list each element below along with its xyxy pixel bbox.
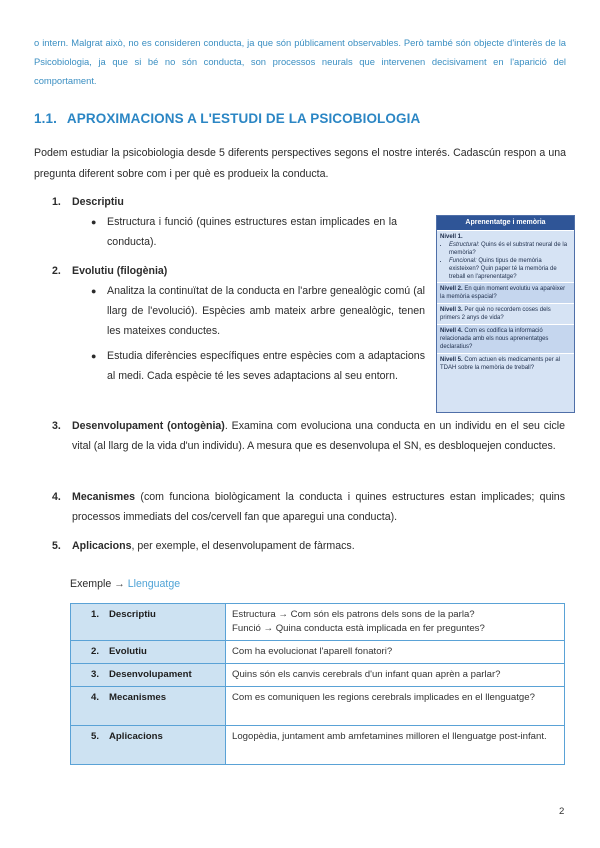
list-item-mecanismes: [52, 487, 565, 527]
sidebox-level-5: [437, 353, 574, 374]
item-number: 4.: [52, 491, 61, 503]
section-number: 1.1.: [34, 111, 57, 126]
row-number: 3.: [91, 669, 100, 680]
table-row: [71, 726, 565, 765]
row-value-line: Funció → Quina conducta està implicada en fer preguntes?: [232, 623, 485, 634]
example-topic: Llenguatge: [127, 578, 181, 590]
bullet-text: Estudia diferències específiques entre espècies com a adaptacions al medi. Cada espècie té les seves adaptacions al seu entorn.: [107, 350, 425, 382]
bullet-text: Analitza la continuïtat de la conducta en l'arbre genealògic comú (al llarg de l'evolució). Espècies amb mateix arbre genealògic, tenen les mateixes conductes.: [107, 285, 425, 337]
row-label: [71, 726, 226, 765]
bullet-text: Estructura i funció (quines estructures estan implicades en la conducta).: [107, 216, 397, 248]
list-item-desenvolupament: [52, 416, 565, 456]
list-item-evolutiu: [52, 261, 167, 281]
row-value-line: Estructura → Com són els patrons dels sons de la parla?: [232, 609, 475, 620]
item-number: 5.: [52, 540, 61, 552]
row-value-line: Logopèdia, juntament amb amfetamines milloren el llenguatge post-infant.: [232, 731, 547, 742]
arrow-right-icon: →: [114, 578, 125, 590]
row-value-line: Com ha evolucionat l'aparell fonatori?: [232, 646, 393, 657]
bullet-label: Estructural:: [449, 242, 480, 248]
row-label: [71, 604, 226, 641]
row-number: 4.: [91, 692, 100, 703]
bullet-icon: ●: [91, 217, 97, 227]
row-number: 5.: [91, 731, 100, 742]
row-value: [226, 664, 565, 687]
row-label: [71, 664, 226, 687]
item-title: Descriptiu: [72, 196, 124, 208]
example-line: [70, 578, 180, 590]
example-table: [70, 603, 565, 765]
bullet-item: [91, 281, 425, 341]
row-number: 1.: [91, 609, 100, 620]
item-text: , per exemple, el desenvolupament de fàrmacs.: [131, 540, 355, 552]
level-label: Nivell 3.: [440, 307, 463, 313]
example-prefix: Exemple: [70, 578, 112, 590]
level-label: Nivell 4.: [440, 328, 463, 334]
bullet-item: [91, 212, 397, 252]
table-row: [71, 664, 565, 687]
sidebox-level-2: [437, 282, 574, 303]
level-text: En quin moment evolutiu va aparèixer la memòria espacial?: [440, 286, 566, 300]
level-text: Com es codifica la informació relacionada amb els nous aprenentatges declaratius?: [440, 328, 549, 350]
level-text: Per què no recordem coses dels primers 2 anys de vida?: [440, 307, 551, 321]
section-heading: [34, 111, 420, 126]
item-number: 1.: [52, 196, 61, 208]
level-1-bullet: [449, 257, 571, 281]
level-label: Nivell 1.: [440, 234, 463, 240]
item-title: Aplicacions: [72, 540, 132, 552]
sidebox-level-4: [437, 324, 574, 353]
item-number: 2.: [52, 265, 61, 277]
row-value: [226, 641, 565, 664]
sidebox-level-1: [437, 230, 574, 282]
row-number: 2.: [91, 646, 100, 657]
memory-sidebox: [436, 215, 575, 413]
item-title: Evolutiu (filogènia): [72, 265, 168, 277]
bullet-text: Quins tipus de memòria existeixen? Quin paper té la memòria de treball en l'aprenentatge?: [449, 258, 557, 280]
level-label: Nivell 5.: [440, 357, 463, 363]
row-label: [71, 641, 226, 664]
level-1-bullet: [449, 241, 571, 257]
row-label-text: Mecanismes: [109, 692, 167, 703]
level-text: Com actuen els medicaments per al TDAH sobre la memòria de treball?: [440, 357, 561, 371]
row-value-line: Quins són els canvis cerebrals d'un infant quan aprèn a parlar?: [232, 669, 501, 680]
item-number: 3.: [52, 420, 61, 432]
item-title: Mecanismes: [72, 491, 136, 503]
bullet-item: [91, 346, 425, 386]
row-label: [71, 687, 226, 726]
bullet-text: Quins és el substrat neural de la memòria?: [449, 242, 568, 256]
bullet-icon: ●: [91, 286, 97, 296]
sidebox-level-3: [437, 303, 574, 324]
row-label-text: Evolutiu: [109, 646, 147, 657]
bullet-label: Funcional:: [449, 258, 477, 264]
row-value-line: Com es comuniquen les regions cerebrals implicades en el llenguatge?: [232, 692, 535, 703]
row-value: [226, 687, 565, 726]
row-label-text: Desenvolupament: [109, 669, 192, 680]
intro-paragraph: o intern. Malgrat això, no es consideren conducta, ja que són públicament observables. Però també són objecte d'interès de la Psicobiologia, ja que si bé no són conducta, son processos neurals que intervenen decisivament en l'aparició del comportament.: [34, 37, 566, 86]
page-number: 2: [559, 806, 565, 817]
row-label-text: Aplicacions: [109, 731, 163, 742]
row-value: [226, 604, 565, 641]
table-row: [71, 641, 565, 664]
sidebox-title: Aprenentatge i memòria: [437, 216, 574, 230]
list-item-descriptiu: [52, 192, 124, 212]
list-item-aplicacions: [52, 536, 565, 556]
item-text: . Examina com evoluciona una conducta en un individu en el seu cicle vital (al llarg de la vida d'un individu). A mesura que es desenvolupa el SN, es desbloquejen conductes.: [72, 420, 566, 452]
level-label: Nivell 2.: [440, 286, 463, 292]
section-title: APROXIMACIONS A L'ESTUDI DE LA PSICOBIOLOGIA: [66, 111, 421, 126]
item-title: Desenvolupament (ontogènia): [72, 420, 225, 432]
table-row: [71, 604, 565, 641]
bullet-icon: ●: [91, 351, 97, 361]
row-value: [226, 726, 565, 765]
table-row: [71, 687, 565, 726]
section-lead: Podem estudiar la psicobiologia desde 5 diferents perspectives segons el nostre interés. Cadascún respon a una pregunta diferent sobre com i per què es produeix la conducta.: [34, 147, 566, 180]
row-label-text: Descriptiu: [109, 609, 156, 620]
item-text: (com funciona biològicament la conducta i quines estructures estan implicades; quins processos immediats del cos/cervell fan que aparegui una conducta).: [72, 491, 565, 523]
